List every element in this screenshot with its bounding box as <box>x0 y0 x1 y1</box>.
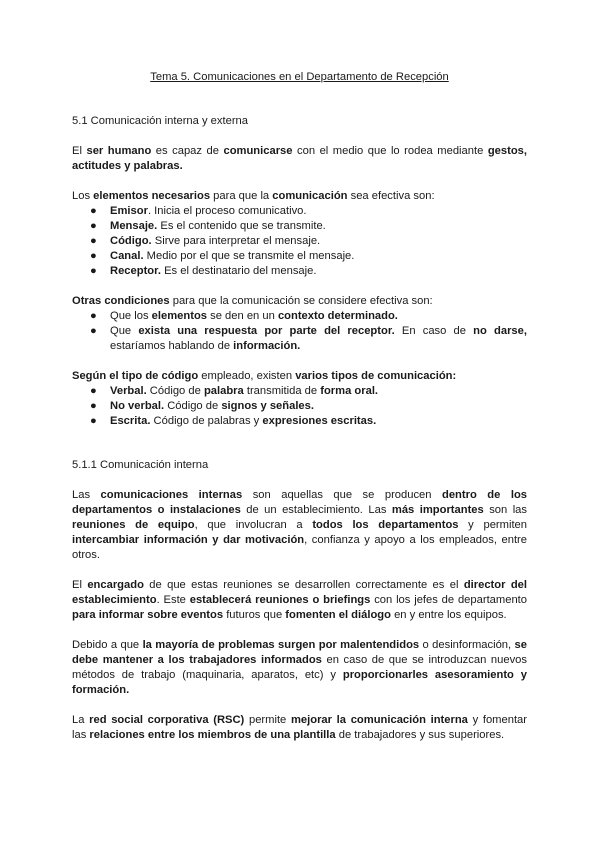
text-run: , confianza y apoyo a los empleados, entre otros. <box>72 534 528 561</box>
bold-text: elementos <box>151 310 208 322</box>
bold-text: varios tipos de comunicación: <box>295 370 457 382</box>
bold-text: Mensaje. <box>110 220 158 232</box>
text-run: Medio por el que se transmite el mensaje. <box>143 250 355 262</box>
text-run: Es el destinatario del mensaje. <box>160 265 317 277</box>
text-run: Código de palabras y <box>150 415 263 427</box>
list-item <box>90 264 527 279</box>
paragraph-comunicaciones-internas <box>72 488 527 563</box>
paragraph-otras-condiciones <box>72 294 527 309</box>
bold-text: encargado <box>87 579 144 591</box>
bold-text: información. <box>233 340 301 352</box>
text-run: con los jefes de departamento <box>370 594 527 606</box>
bold-text: Según el tipo de código <box>72 370 199 382</box>
paragraph-red-social <box>72 713 527 743</box>
text-run: Los <box>72 190 94 202</box>
bold-text: Otras condiciones <box>72 295 170 307</box>
text-run: Debido a que <box>72 639 143 651</box>
text-run: en y entre los equipos. <box>390 609 507 621</box>
text-run: o desinformación, <box>419 639 515 651</box>
list-item <box>90 384 527 399</box>
bold-text: red social corporativa (RSC) <box>89 714 245 726</box>
text-run: en caso de que se introduzcan nuevos métodos de trabajo (maquinaria, aparatos, etc) y <box>72 654 527 681</box>
bold-text: director del establecimiento <box>72 579 528 606</box>
text-run: Es el contenido que se transmite. <box>157 220 326 232</box>
list-elementos <box>72 204 527 279</box>
text-run: para que la <box>210 190 273 202</box>
bold-text: Canal. <box>110 250 144 262</box>
bullet-icon: ● <box>90 310 97 322</box>
text-run: de un establecimiento. Las <box>240 504 392 516</box>
bold-text: expresiones escritas. <box>262 415 377 427</box>
section-heading-5-1: 5.1 Comunicación interna y externa <box>72 115 248 127</box>
text-run: con el medio que lo rodea mediante <box>292 145 488 157</box>
bold-text: gestos, actitudes y palabras. <box>72 145 528 172</box>
paragraph-encargado <box>72 578 527 623</box>
text-run: y permiten <box>458 519 527 531</box>
paragraph-ser-humano <box>72 144 527 174</box>
bold-text: todos los departamentos <box>312 519 459 531</box>
text-run: son aquellas que se producen <box>242 489 442 501</box>
text-run: . Este <box>156 594 190 606</box>
paragraph-malentendidos <box>72 638 527 698</box>
bold-text: para informar sobre eventos <box>72 609 224 621</box>
text-run: Código de <box>164 400 222 412</box>
text-run: son las <box>483 504 527 516</box>
bold-text: mejorar la comunicación interna <box>290 714 468 726</box>
list-item <box>90 324 527 354</box>
bold-text: elementos necesarios <box>93 190 211 202</box>
document-title: Tema 5. Comunicaciones en el Departamento de Recepción <box>150 71 449 83</box>
bullet-icon: ● <box>90 415 97 427</box>
bold-text: contexto determinado. <box>277 310 398 322</box>
section-heading-5-1-1: 5.1.1 Comunicación interna <box>72 459 209 471</box>
bold-text: Verbal. <box>110 385 147 397</box>
text-run: y fomentar las <box>72 714 528 741</box>
list-item <box>90 414 527 429</box>
list-item <box>90 399 527 414</box>
text-run: de trabajadores y sus superiores. <box>335 729 505 741</box>
list-item <box>90 249 527 264</box>
text-run: Que los <box>110 310 152 322</box>
bold-text: dentro de los departamentos o instalaciones <box>72 489 527 516</box>
bold-text: no darse, <box>473 325 527 337</box>
bold-text: comunicarse <box>223 145 293 157</box>
bold-text: Receptor. <box>110 265 161 277</box>
text-run: Las <box>72 489 101 501</box>
text-run: sea efectiva son: <box>347 190 435 202</box>
bold-text: exista una respuesta por parte del receptor. <box>138 325 395 337</box>
list-item <box>90 204 527 219</box>
text-run: . Inicia el proceso comunicativo. <box>147 205 307 217</box>
bullet-icon: ● <box>90 265 97 277</box>
text-run: de que estas reuniones se desarrollen correctamente es el <box>143 579 464 591</box>
text-run: se den en un <box>207 310 278 322</box>
text-run: En caso de <box>394 325 474 337</box>
text-run: permite <box>244 714 291 726</box>
text-run: La <box>72 714 90 726</box>
bold-text: reuniones de equipo <box>72 519 195 531</box>
bold-text: establecerá reuniones o briefings <box>189 594 371 606</box>
text-run: Código de <box>146 385 204 397</box>
bold-text: signos y señales. <box>221 400 314 412</box>
text-run: empleado, existen <box>198 370 296 382</box>
bold-text: Código. <box>110 235 152 247</box>
text-run: Que <box>110 325 139 337</box>
bullet-icon: ● <box>90 250 97 262</box>
bullet-icon: ● <box>90 220 97 232</box>
text-run: estaríamos hablando de <box>110 340 234 352</box>
bullet-icon: ● <box>90 205 97 217</box>
bold-text: más importantes <box>391 504 484 516</box>
list-item <box>90 234 527 249</box>
paragraph-elementos <box>72 189 527 204</box>
list-tipos-comunicacion <box>72 384 527 429</box>
text-run: El <box>72 579 88 591</box>
bold-text: No verbal. <box>110 400 165 412</box>
bullet-icon: ● <box>90 385 97 397</box>
bold-text: comunicaciones internas <box>100 489 243 501</box>
bold-text: Escrita. <box>110 415 151 427</box>
bullet-icon: ● <box>90 235 97 247</box>
bold-text: proporcionarles asesoramiento y formación. <box>72 669 527 696</box>
document-page <box>72 70 527 758</box>
text-run: El <box>72 145 87 157</box>
bold-text: comunicación <box>272 190 348 202</box>
list-condiciones <box>72 309 527 354</box>
list-item <box>90 309 527 324</box>
text-run: , que involucran a <box>194 519 313 531</box>
bold-text: ser humano <box>86 145 152 157</box>
bold-text: palabra <box>203 385 244 397</box>
text-run: Sirve para interpretar el mensaje. <box>151 235 321 247</box>
paragraph-tipos-codigo <box>72 369 527 384</box>
bold-text: intercambiar información y dar motivación <box>72 534 305 546</box>
bullet-icon: ● <box>90 400 97 412</box>
text-run: futuros que <box>223 609 286 621</box>
bold-text: relaciones entre los miembros de una plantilla <box>89 729 336 741</box>
text-run: es capaz de <box>151 145 224 157</box>
bold-text: fomenten el diálogo <box>285 609 391 621</box>
bold-text: se debe mantener a los trabajadores informados <box>72 639 527 666</box>
bullet-icon: ● <box>90 325 97 337</box>
bold-text: Emisor <box>110 205 148 217</box>
list-item <box>90 219 527 234</box>
text-run: para que la comunicación se considere efectiva son: <box>169 295 433 307</box>
bold-text: la mayoría de problemas surgen por malentendidos <box>142 639 420 651</box>
bold-text: forma oral. <box>320 385 379 397</box>
text-run: transmitida de <box>243 385 321 397</box>
